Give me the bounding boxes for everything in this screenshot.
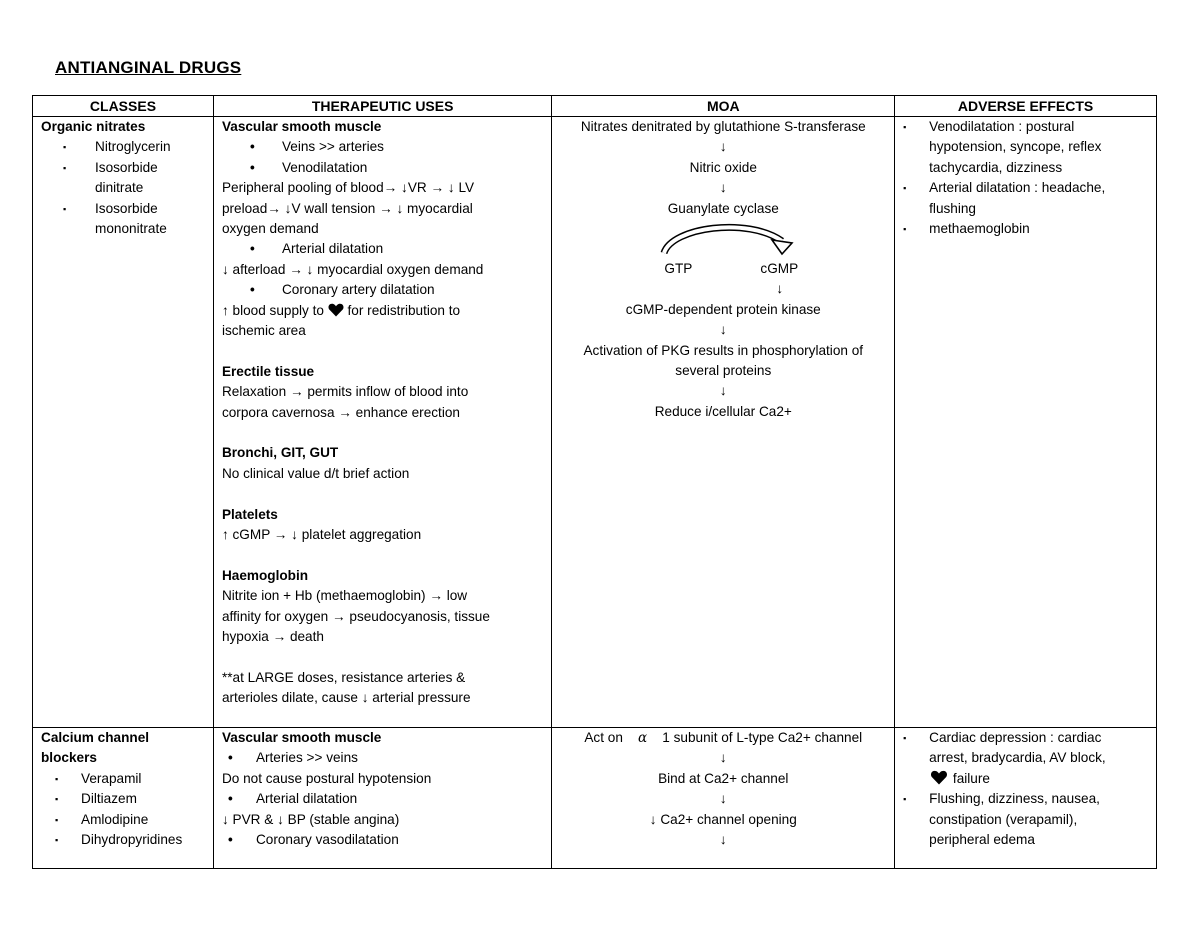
bullet-icon: • [249, 241, 255, 257]
list-item [41, 199, 205, 240]
use-text: affinity for oxygen → pseudocyanosis, tissue [221, 608, 490, 624]
bullet-icon: • [227, 791, 233, 807]
page-title: ANTIANGINAL DRUGS [55, 58, 242, 77]
list-item [222, 158, 543, 178]
cell-uses-nitrates [213, 117, 551, 728]
use-text: Venodilatation [281, 159, 368, 175]
cell-moa-ccb [552, 728, 895, 869]
drug-name: Dihydropyridines [81, 832, 183, 848]
moa-cgmp: cGMP [760, 261, 799, 277]
down-arrow-icon: ↓ [776, 281, 784, 297]
header-adverse-effects: ADVERSE EFFECTS [895, 96, 1157, 117]
bullet-icon: ▪ [55, 794, 59, 805]
list-item [41, 810, 205, 830]
drug-name: Verapamil [81, 770, 142, 786]
heart-icon [929, 770, 949, 785]
adverse-text: Cardiac depression : cardiac [929, 730, 1102, 745]
class-name: blockers [41, 750, 97, 766]
bullet-icon: ▪ [903, 733, 907, 743]
use-text: preload→ ↓V wall tension → ↓ myocardial [221, 200, 473, 216]
use-text: Do not cause postural hypotension [221, 770, 432, 786]
drug-name: Diltiazem [81, 791, 137, 807]
list-item [41, 830, 205, 850]
list-item [222, 830, 543, 850]
bullet-icon: • [227, 750, 233, 766]
bullet-icon: ▪ [55, 835, 59, 846]
section-heading: Platelets [221, 506, 278, 522]
bullet-icon: ▪ [63, 142, 67, 153]
bullet-icon: • [249, 139, 255, 155]
use-text: No clinical value d/t brief action [221, 465, 410, 481]
moa-step: Nitric oxide [689, 159, 757, 175]
list-item [41, 137, 205, 157]
use-text: Arteries >> veins [255, 750, 358, 766]
use-text: ischemic area [221, 323, 306, 339]
header-moa: MOA [552, 96, 895, 117]
moa-step: Activation of PKG results in phosphorylation of several proteins [583, 342, 864, 379]
drug-name: Isosorbide dinitrate [95, 159, 158, 196]
drug-name: Isosorbide mononitrate [95, 200, 167, 237]
list-item [903, 178, 1148, 219]
down-arrow-icon: ↓ [719, 180, 727, 196]
adverse-text: Arterial dilatation : headache, flushing [929, 180, 1106, 216]
use-text: Arterial dilatation [281, 241, 384, 257]
adverse-text: Flushing, dizziness, nausea, [929, 791, 1100, 807]
moa-step: cGMP-dependent protein kinase [625, 301, 821, 317]
bullet-icon: • [249, 159, 255, 175]
bullet-icon: ▪ [63, 162, 67, 173]
header-classes: CLASSES [33, 96, 214, 117]
bullet-icon: • [249, 282, 255, 298]
class-name: Organic nitrates [41, 119, 146, 134]
list-item [41, 789, 205, 809]
list-item [903, 117, 1148, 178]
list-item [41, 769, 205, 789]
adverse-text: Venodilatation : postural hypotension, syncope, reflex tachycardia, dizziness [929, 119, 1102, 175]
adverse-text: arrest, bradycardia, AV block, [929, 750, 1106, 766]
moa-step: Reduce i/cellular Ca2+ [654, 403, 792, 419]
conversion-arrow-icon [560, 219, 886, 259]
moa-gtp: GTP [664, 261, 693, 277]
moa-step: Guanylate cyclase [667, 200, 779, 216]
cell-classes-ccb [33, 728, 214, 869]
adverse-text: constipation (verapamil), [929, 811, 1078, 827]
row-calcium-channel-blockers [33, 728, 1157, 869]
cell-uses-ccb [213, 728, 551, 869]
bullet-icon: • [227, 832, 233, 848]
down-arrow-icon: ↓ [719, 832, 727, 848]
adverse-text: methaemoglobin [929, 221, 1030, 237]
list-item [222, 280, 543, 300]
bullet-icon: ▪ [903, 224, 907, 235]
cell-moa-nitrates [552, 117, 895, 728]
bullet-icon: ▪ [55, 814, 59, 825]
list-item [903, 219, 1148, 239]
use-text: ↓ PVR & ↓ BP (stable angina) [221, 811, 400, 827]
list-item [903, 789, 1148, 850]
use-text: corpora cavernosa → enhance erection [221, 404, 460, 420]
use-text: ↑ blood supply to [221, 302, 324, 318]
use-text: for redistribution to [347, 302, 461, 318]
row-organic-nitrates [33, 117, 1157, 728]
alpha-symbol: α [638, 730, 648, 746]
down-arrow-icon: ↓ [719, 383, 727, 399]
adverse-text: peripheral edema [929, 832, 1035, 848]
moa-text: 1 subunit of L-type Ca2+ channel [662, 730, 863, 745]
header-row [33, 96, 1157, 117]
use-text: oxygen demand [221, 221, 319, 237]
use-text: Veins >> arteries [281, 139, 384, 155]
use-text: Nitrite ion + Hb (methaemoglobin) → low [221, 588, 468, 604]
moa-step: ↓ Ca2+ channel opening [649, 811, 797, 827]
section-heading: Erectile tissue [221, 363, 315, 379]
use-text: Coronary artery dilatation [281, 282, 435, 298]
use-text-blood-supply [222, 301, 543, 321]
use-text: Relaxation → permits inflow of blood into [221, 384, 469, 400]
moa-step: Bind at Ca2+ channel [658, 770, 789, 786]
list-item [222, 137, 543, 157]
moa-step: Nitrates denitrated by glutathione S-transferase [580, 119, 866, 134]
list-item [222, 239, 543, 259]
use-text: **at LARGE doses, resistance arteries & [221, 669, 466, 685]
bullet-icon: ▪ [63, 203, 67, 214]
cell-classes-nitrates [33, 117, 214, 728]
use-text: arterioles dilate, cause ↓ arterial pressure [221, 690, 471, 706]
down-arrow-icon: ↓ [719, 322, 727, 338]
down-arrow-icon: ↓ [719, 139, 727, 155]
use-text: Peripheral pooling of blood→ ↓VR → ↓ LV [221, 180, 475, 196]
section-heading: Vascular smooth muscle [221, 730, 382, 745]
header-therapeutic-uses: THERAPEUTIC USES [213, 96, 551, 117]
list-item [222, 789, 543, 809]
drug-name: Nitroglycerin [95, 139, 171, 155]
use-text: hypoxia → death [221, 629, 324, 645]
heart-icon [328, 303, 344, 317]
section-heading: Haemoglobin [221, 567, 309, 583]
down-arrow-icon: ↓ [719, 750, 727, 766]
moa-step-act-on [560, 728, 886, 748]
section-heading: Bronchi, GIT, GUT [221, 445, 339, 461]
list-item [903, 728, 1148, 789]
use-text: Coronary vasodilatation [255, 832, 399, 848]
class-name: Calcium channel [41, 730, 150, 745]
cell-adverse-nitrates [895, 117, 1157, 728]
bullet-icon: ▪ [903, 794, 907, 805]
use-text: ↑ cGMP → ↓ platelet aggregation [221, 527, 422, 543]
cell-adverse-ccb [895, 728, 1157, 869]
down-arrow-icon: ↓ [719, 791, 727, 807]
bullet-icon: ▪ [903, 122, 907, 132]
use-text: ↓ afterload → ↓ myocardial oxygen demand [221, 261, 484, 277]
adverse-text: failure [952, 770, 990, 786]
drug-name: Amlodipine [81, 811, 149, 827]
antianginal-table [32, 95, 1157, 869]
moa-text: Act on [584, 730, 623, 745]
list-item [41, 158, 205, 199]
bullet-icon: ▪ [55, 773, 59, 784]
list-item [222, 748, 543, 768]
use-text: Arterial dilatation [255, 791, 358, 807]
bullet-icon: ▪ [903, 183, 907, 194]
section-heading: Vascular smooth muscle [221, 119, 382, 134]
